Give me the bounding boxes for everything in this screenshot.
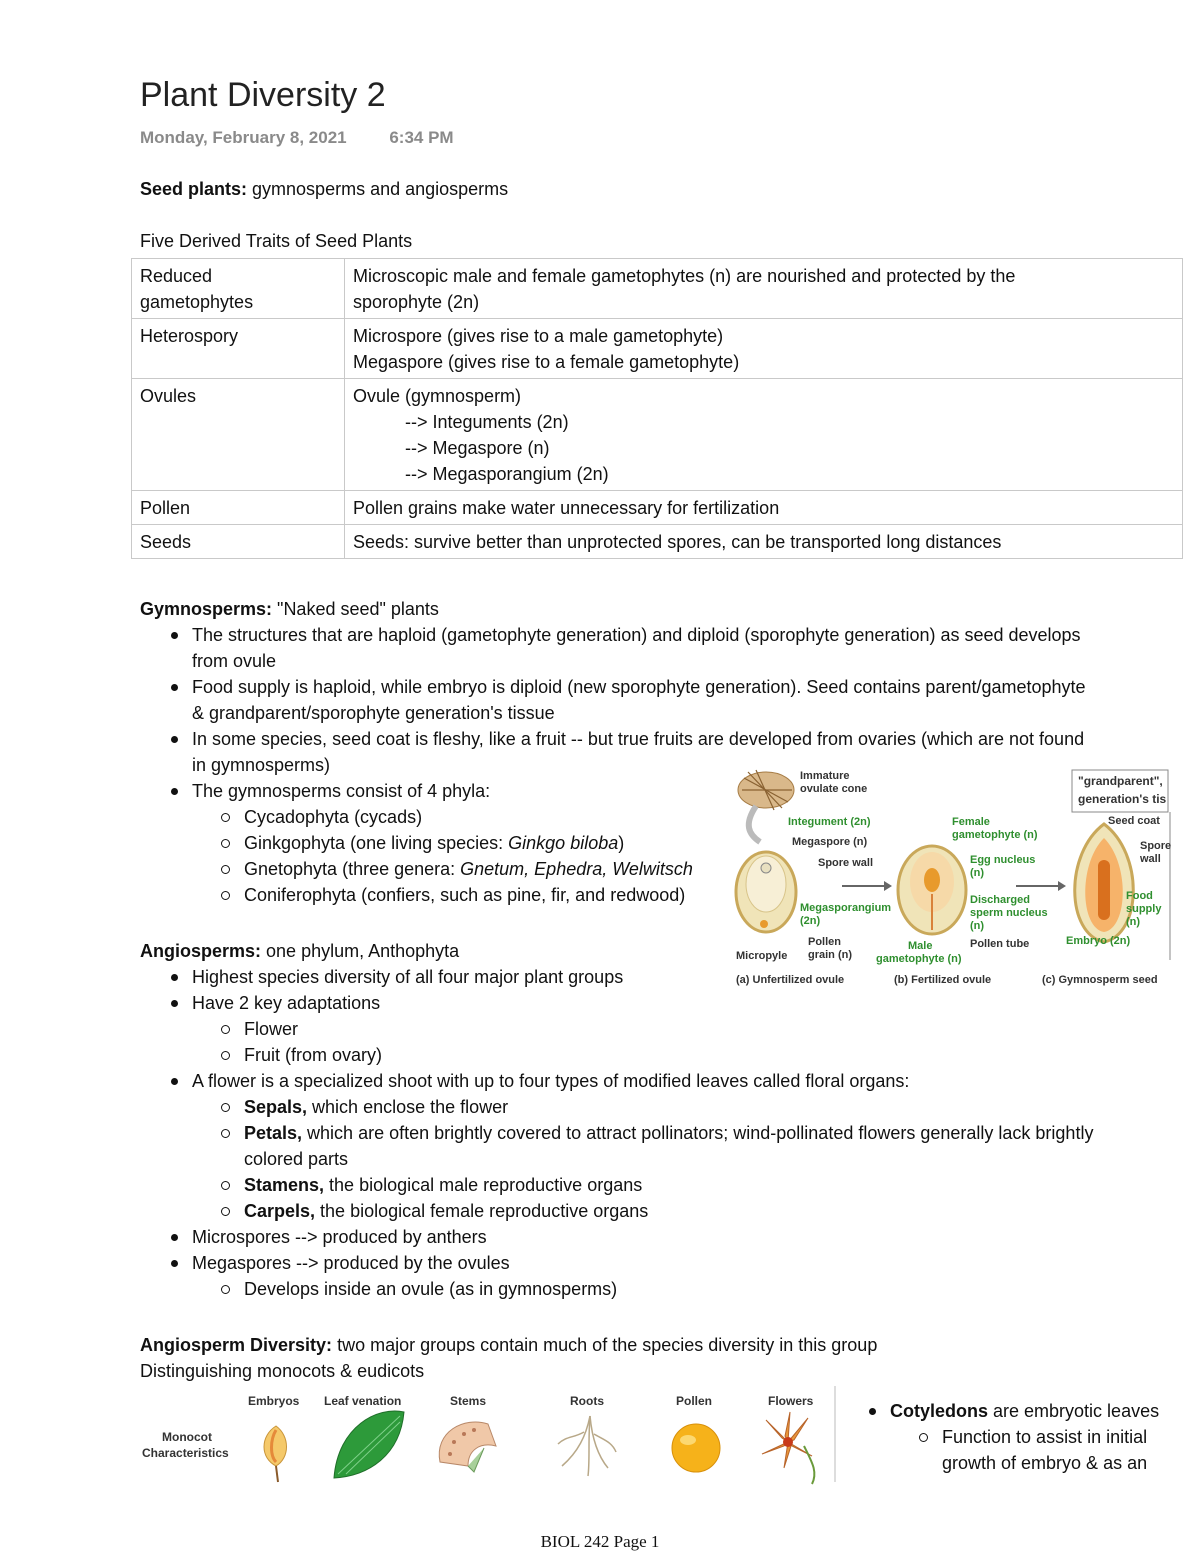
trait-cell: Ovules [132,379,345,491]
desc-cell: Microscopic male and female gametophytes (n) are nourished and protected by the sporophyte (2n) [345,259,1183,319]
desc-subline: --> Integuments (2n) [405,412,569,432]
list-item: Stamens, the biological male reproductive organs [140,1172,1093,1198]
fig-label: Micropyle [736,950,788,962]
diversity-text: two major groups contain much of the species diversity in this group [332,1335,878,1355]
list-item: Highest species diversity of all four major plant groups [140,964,1093,990]
list-item: Carpels, the biological female reproductive organs [140,1198,1093,1224]
table-caption: Five Derived Traits of Seed Plants [140,231,413,251]
trait-cell: Seeds [132,525,345,559]
gymnosperms-heading [140,596,760,622]
gymnosperms-label: Gymnosperms: [140,599,273,619]
angiosperms-heading [140,938,1093,964]
desc-line: Megaspore (gives rise to a female gametophyte) [353,352,740,372]
list-item: The structures that are haploid (gametophyte generation) and diploid (sporophyte generation) as seed develops from ovule [140,622,760,674]
monocot-figure [138,1386,838,1486]
list-item: Ginkgophyta (one living species: Ginkgo biloba) [140,830,760,856]
diversity-section [140,1332,877,1384]
fig-caption: (a) Unfertilized ovule [736,974,845,986]
fig-label: Spore wall [818,857,874,869]
fig-col-label: Leaf venation [324,1394,402,1408]
trait-cell: Pollen [132,491,345,525]
desc-cell [345,319,1183,379]
seed-plants-line [140,176,508,202]
fig-label: Pollen [808,936,842,948]
fig-label: sperm nucleus [970,907,1048,919]
fig-label: Megaspore (n) [792,836,868,848]
list-item: Sepals, which enclose the flower [140,1094,1093,1120]
table-row [132,379,1183,491]
fig-col-label: Flowers [768,1394,814,1408]
monocot-diagram [138,1386,838,1486]
fig-label: Spore [1140,840,1172,852]
table-row [132,259,1183,319]
fig-label: gametophyte (n) [952,829,1038,841]
desc-subline: --> Megasporangium (2n) [405,464,609,484]
list-item: Have 2 key adaptations [140,990,1093,1016]
list-item: Megaspores --> produced by the ovules [140,1250,1093,1276]
note-date: Monday, February 8, 2021 [140,128,347,147]
diversity-subheading: Distinguishing monocots & eudicots [140,1361,425,1381]
fig-label: Pollen tube [970,938,1030,950]
table-row [132,491,1183,525]
table-row [132,525,1183,559]
seed-plants-text: gymnosperms and angiosperms [247,179,509,199]
fig-caption: (c) Gymnosperm seed [1042,974,1158,986]
list-item: Food supply is haploid, while embryo is diploid (new sporophyte generation). Seed contains parent/gametophyte & grandparent/sporophyte generation's tissue [140,674,760,726]
fig-col-label: Pollen [676,1394,713,1408]
desc-subline: --> Megaspore (n) [405,438,550,458]
fig-label: Egg nucleus [970,854,1036,866]
fig-label: Integument (2n) [788,816,871,828]
fig-label: generation's tis [1078,792,1167,806]
list-item: Microspores --> produced by anthers [140,1224,1093,1250]
fig-col-label: Roots [570,1394,604,1408]
angiosperms-section [140,938,1093,1302]
fig-row-label: Monocot [162,1430,212,1444]
fig-label: Megasporangium [800,902,892,914]
table-row [132,319,1183,379]
list-item: Cotyledons are embryotic leaves [838,1398,1159,1424]
list-item: Cycadophyta (cycads) [140,804,760,830]
date-line [140,128,454,148]
seed-plants-label: Seed plants: [140,179,248,199]
angiosperms-label: Angiosperms: [140,941,262,961]
desc-cell [345,379,1183,491]
diversity-label: Angiosperm Diversity: [140,1335,333,1355]
desc-cell: Seeds: survive better than unprotected spores, can be transported long distances [345,525,1183,559]
cotyledons-section [838,1398,1159,1476]
fig-label: wall [1140,853,1161,865]
fig-label: (n) [970,867,985,879]
fig-col-label: Embryos [248,1394,300,1408]
list-item: The gymnosperms consist of 4 phyla: [140,778,760,804]
fig-label: Male [908,940,933,952]
list-item: Function to assist in initial growth of embryo & as an [838,1424,1159,1476]
desc-line: Microspore (gives rise to a male gametophyte) [353,326,724,346]
fig-label: (n) [1126,916,1141,928]
fig-label: Seed coat [1108,815,1160,827]
fig-label: (2n) [800,915,821,927]
fig-label: gametophyte (n) [876,953,962,965]
page-footer: BIOL 242 Page 1 [540,1532,660,1551]
fig-label: Immature [800,770,850,782]
fig-row-label: Characteristics [142,1446,229,1460]
list-item: In some species, seed coat is fleshy, like a fruit -- but true fruits are developed from ovaries (which are not found in gymnosperms) [140,726,760,778]
fig-label: Discharged [970,894,1030,906]
traits-table [131,258,1183,559]
list-item: A flower is a specialized shoot with up to four types of modified leaves called floral organs: [140,1068,1093,1094]
fig-label: Food [1126,890,1153,902]
gymnosperms-text: "Naked seed" plants [272,599,439,619]
fig-label: grain (n) [808,949,852,961]
angiosperms-text: one phylum, Anthophyta [261,941,460,961]
desc-cell: Pollen grains make water unnecessary for fertilization [345,491,1183,525]
list-item: Gnetophyta (three genera: Gnetum, Ephedra, Welwitsch [140,856,760,882]
fig-caption: (b) Fertilized ovule [894,974,992,986]
page-title: Plant Diversity 2 [140,76,386,114]
note-time: 6:34 PM [389,128,454,147]
fig-label: Female [952,816,990,828]
list-item: Flower [140,1016,1093,1042]
fig-label: ovulate cone [800,783,868,795]
fig-label: (n) [970,920,985,932]
fig-label: "grandparent", [1078,774,1163,788]
list-item: Coniferophyta (confiers, such as pine, fir, and redwood) [140,882,760,908]
list-item: Fruit (from ovary) [140,1042,1093,1068]
fig-col-label: Stems [450,1394,487,1408]
diversity-heading [140,1332,877,1358]
cotyledons-list [838,1398,1159,1476]
fig-label: Embryo (2n) [1066,935,1131,947]
angiosperms-list [140,964,1093,1302]
desc-line: Ovule (gymnosperm) [353,386,522,406]
fig-label: supply [1126,903,1162,915]
trait-cell: Reduced gametophytes [132,259,345,319]
list-item: Develops inside an ovule (as in gymnosperms) [140,1276,1093,1302]
trait-cell: Heterospory [132,319,345,379]
list-item: Petals, which are often brightly covered to attract pollinators; wind-pollinated flowers generally lack brightly colored parts [140,1120,1093,1172]
